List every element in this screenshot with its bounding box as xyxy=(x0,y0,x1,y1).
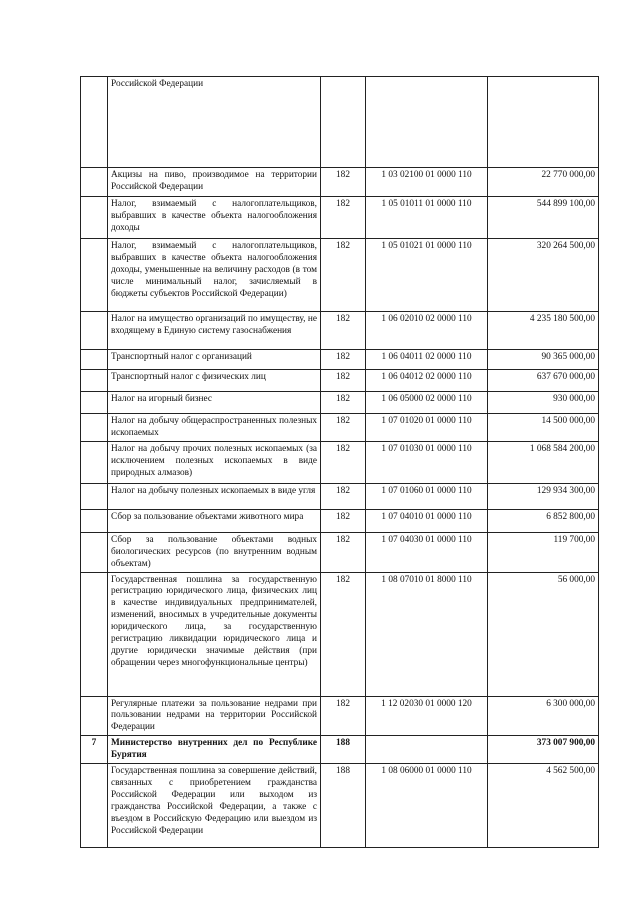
admin-code-cell: 182 xyxy=(321,483,366,509)
revenue-name-cell: Российской Федерации xyxy=(108,77,321,168)
amount-cell: 1 068 584 200,00 xyxy=(488,441,599,483)
row-number-cell xyxy=(81,312,108,350)
revenue-name-cell: Налог на имущество организаций по имуществу, не входящему в Единую систему газоснабжения xyxy=(108,312,321,350)
budget-classification-code-cell: 1 07 04030 01 0000 110 xyxy=(366,532,488,572)
admin-code-cell: 182 xyxy=(321,168,366,197)
table-row xyxy=(81,441,599,483)
revenue-name-cell: Министерство внутренних дел по Республике Бурятия xyxy=(108,736,321,764)
row-number-cell xyxy=(81,197,108,239)
revenue-name-cell: Налог на добычу прочих полезных ископаемых (за исключением полезных ископаемых в виде природных алмазов) xyxy=(108,441,321,483)
table-row xyxy=(81,696,599,736)
row-number-cell xyxy=(81,572,108,696)
admin-code-cell: 182 xyxy=(321,696,366,736)
row-number-cell xyxy=(81,168,108,197)
budget-classification-code-cell: 1 07 01060 01 0000 110 xyxy=(366,483,488,509)
amount-cell: 129 934 300,00 xyxy=(488,483,599,509)
admin-code-cell: 182 xyxy=(321,509,366,532)
table-row xyxy=(81,572,599,696)
revenue-name-cell: Сбор за пользование объектами животного мира xyxy=(108,509,321,532)
revenue-name-cell: Налог на добычу полезных ископаемых в виде угля xyxy=(108,483,321,509)
budget-classification-code-cell: 1 06 04012 02 0000 110 xyxy=(366,370,488,392)
table-row xyxy=(81,509,599,532)
table-body xyxy=(81,77,599,848)
table-row xyxy=(81,414,599,442)
amount-cell: 637 670 000,00 xyxy=(488,370,599,392)
budget-classification-code-cell: 1 08 07010 01 8000 110 xyxy=(366,572,488,696)
revenue-table xyxy=(80,76,599,848)
amount-cell: 22 770 000,00 xyxy=(488,168,599,197)
budget-classification-code-cell: 1 07 01020 01 0000 110 xyxy=(366,414,488,442)
amount-cell: 4 562 500,00 xyxy=(488,764,599,848)
admin-code-cell: 188 xyxy=(321,736,366,764)
table-row xyxy=(81,370,599,392)
table-row xyxy=(81,392,599,414)
amount-cell: 320 264 500,00 xyxy=(488,239,599,312)
row-number-cell xyxy=(81,370,108,392)
table-row xyxy=(81,532,599,572)
admin-code-cell: 182 xyxy=(321,532,366,572)
budget-classification-code-cell: 1 07 04010 01 0000 110 xyxy=(366,509,488,532)
revenue-name-cell: Транспортный налог с физических лиц xyxy=(108,370,321,392)
admin-code-cell: 182 xyxy=(321,441,366,483)
table-row xyxy=(81,197,599,239)
budget-classification-code-cell: 1 03 02100 01 0000 110 xyxy=(366,168,488,197)
budget-classification-code-cell xyxy=(366,77,488,168)
revenue-name-cell: Государственная пошлина за совершение действий, связанных с приобретением гражданства Российской Федерации или выходом из гражданства Российской Федерации, а также с въездом в Российскую Федерацию или выездом из Российской Федерации xyxy=(108,764,321,848)
amount-cell: 119 700,00 xyxy=(488,532,599,572)
row-number-cell xyxy=(81,483,108,509)
table-row xyxy=(81,312,599,350)
revenue-name-cell: Акцизы на пиво, производимое на территории Российской Федерации xyxy=(108,168,321,197)
revenue-name-cell: Сбор за пользование объектами водных биологических ресурсов (по внутренним водным объектам) xyxy=(108,532,321,572)
amount-cell: 6 852 800,00 xyxy=(488,509,599,532)
budget-classification-code-cell: 1 08 06000 01 0000 110 xyxy=(366,764,488,848)
revenue-name-cell: Налог, взимаемый с налогоплательщиков, выбравших в качестве объекта налогообложения доходы, уменьшенные на величину расходов (в том числе минимальный налог, зачисляемый в бюджеты субъектов Российской Федерации) xyxy=(108,239,321,312)
revenue-name-cell: Налог, взимаемый с налогоплательщиков, выбравших в качестве объекта налогообложения доходы xyxy=(108,197,321,239)
row-number-cell xyxy=(81,414,108,442)
amount-cell xyxy=(488,77,599,168)
budget-classification-code-cell: 1 06 02010 02 0000 110 xyxy=(366,312,488,350)
admin-code-cell: 182 xyxy=(321,370,366,392)
row-number-cell xyxy=(81,392,108,414)
amount-cell: 14 500 000,00 xyxy=(488,414,599,442)
row-number-cell xyxy=(81,239,108,312)
row-number-cell xyxy=(81,532,108,572)
amount-cell: 373 007 900,00 xyxy=(488,736,599,764)
revenue-name-cell: Налог на добычу общераспространенных полезных ископаемых xyxy=(108,414,321,442)
admin-code-cell: 182 xyxy=(321,197,366,239)
amount-cell: 56 000,00 xyxy=(488,572,599,696)
admin-code-cell: 188 xyxy=(321,764,366,848)
table-row xyxy=(81,483,599,509)
admin-code-cell: 182 xyxy=(321,350,366,370)
budget-classification-code-cell xyxy=(366,736,488,764)
revenue-name-cell: Транспортный налог с организаций xyxy=(108,350,321,370)
admin-code-cell: 182 xyxy=(321,239,366,312)
table-row xyxy=(81,764,599,848)
amount-cell: 90 365 000,00 xyxy=(488,350,599,370)
budget-classification-code-cell: 1 07 01030 01 0000 110 xyxy=(366,441,488,483)
revenue-name-cell: Налог на игорный бизнес xyxy=(108,392,321,414)
revenue-name-cell: Регулярные платежи за пользование недрами при пользовании недрами на территории Российской Федерации xyxy=(108,696,321,736)
admin-code-cell xyxy=(321,77,366,168)
budget-classification-code-cell: 1 06 04011 02 0000 110 xyxy=(366,350,488,370)
row-number-cell xyxy=(81,350,108,370)
table-row xyxy=(81,77,599,168)
admin-code-cell: 182 xyxy=(321,414,366,442)
table-row xyxy=(81,350,599,370)
table-row xyxy=(81,239,599,312)
amount-cell: 6 300 000,00 xyxy=(488,696,599,736)
budget-classification-code-cell: 1 05 01021 01 0000 110 xyxy=(366,239,488,312)
admin-code-cell: 182 xyxy=(321,392,366,414)
admin-code-cell: 182 xyxy=(321,312,366,350)
table-row xyxy=(81,736,599,764)
revenue-name-cell: Государственная пошлина за государственную регистрацию юридического лица, физических лиц в качестве индивидуальных предпринимателей, изменений, вносимых в учредительные документы юридического лица, за государственную регистрацию ликвидации юридического лица и другие юридически значимые действия (при обращении через многофункциональные центры) xyxy=(108,572,321,696)
amount-cell: 4 235 180 500,00 xyxy=(488,312,599,350)
row-number-cell xyxy=(81,696,108,736)
amount-cell: 544 899 100,00 xyxy=(488,197,599,239)
row-number-cell xyxy=(81,441,108,483)
budget-classification-code-cell: 1 06 05000 02 0000 110 xyxy=(366,392,488,414)
row-number-cell xyxy=(81,77,108,168)
row-number-cell xyxy=(81,509,108,532)
row-number-cell: 7 xyxy=(81,736,108,764)
table-row xyxy=(81,168,599,197)
amount-cell: 930 000,00 xyxy=(488,392,599,414)
budget-classification-code-cell: 1 12 02030 01 0000 120 xyxy=(366,696,488,736)
budget-classification-code-cell: 1 05 01011 01 0000 110 xyxy=(366,197,488,239)
row-number-cell xyxy=(81,764,108,848)
admin-code-cell: 182 xyxy=(321,572,366,696)
